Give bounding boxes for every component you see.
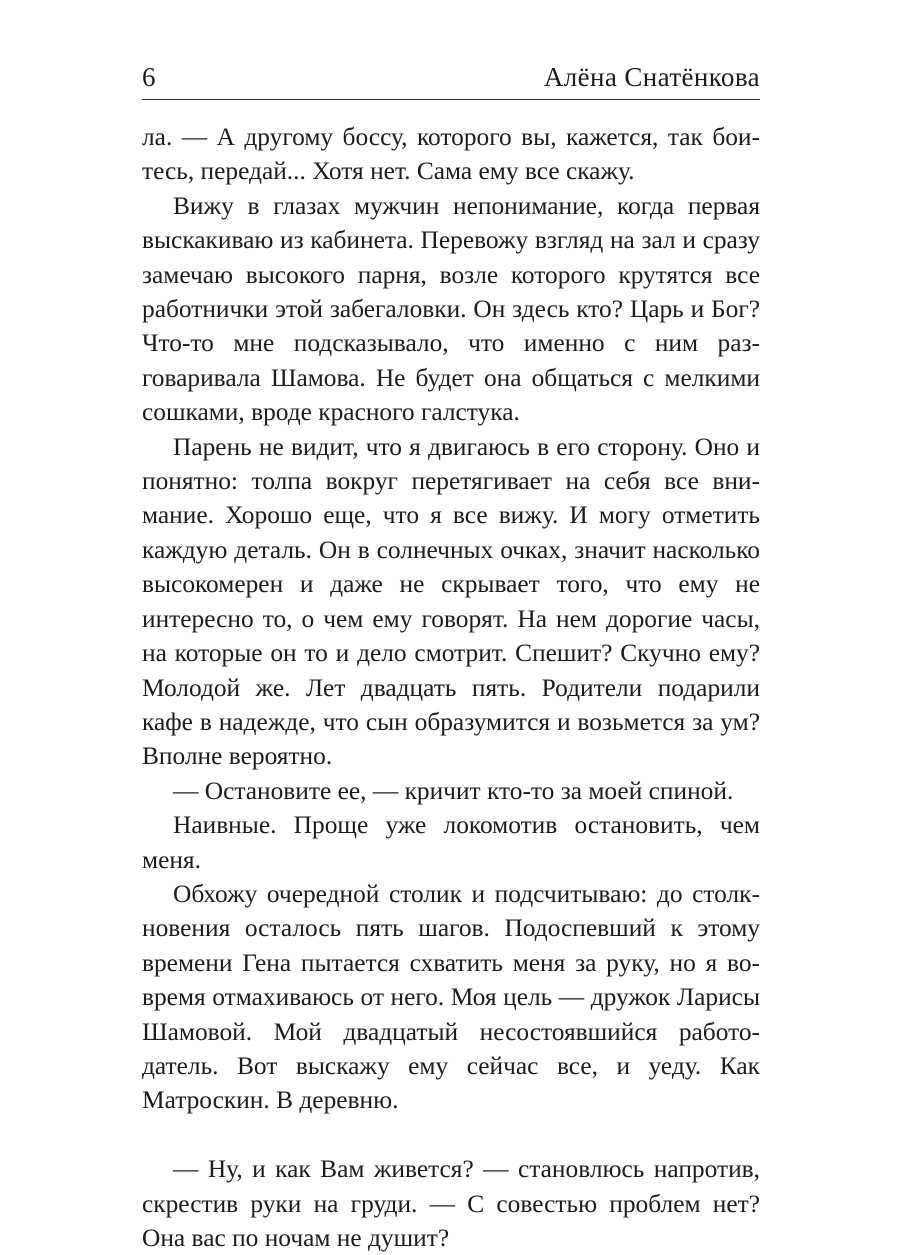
paragraph-2: Вижу в глазах мужчин непонимание, когда первая выскакиваю из кабинета. Перевожу взгляд на зал и сразу замечаю высокого парня, возле которого крутятся все работнички этой забегаловки. Он здесь кто? Царь и Бог? Что-то мне подсказывало, что именно с ним разговаривала Шамова. Не будет она общаться с мелкими сошками, вроде красного галстука. (142, 191, 760, 427)
paragraph-3: Парень не видит, что я двигаюсь в его сторону. Оно и понятно: толпа вокруг перетягивает на себя все внимание. Хорошо еще, что я все вижу. И могу отметить каждую деталь. Он в солнечных очках, значит насколько высокомерен и даже не скрывает того, что ему не интересно то, о чем ему говорят. На нем дорогие часы, на которые он то и дело смотрит. Спешит? Скучно ему? Молодой же. Лет двадцать пять. Родители подарили кафе в надежде, что сын образумится и возьмется за ум? Вполне вероятно. (142, 432, 760, 771)
book-page (142, 62, 760, 1255)
author-name: Алёна Снатёнкова (543, 62, 760, 92)
paragraph-5: Наивные. Проще уже локомотив остановить, чем меня. (142, 811, 760, 874)
text-body (142, 120, 760, 1255)
page-number: 6 (142, 62, 156, 92)
running-header (142, 62, 760, 97)
paragraph-7: — Ну, и как Вам живется? — становлюсь напротив, скрестив руки на груди. — С совестью проблем нет? Она вас по ночам не душит? (142, 1155, 760, 1252)
paragraph-4: — Остановите ее, — кричит кто-то за моей спиной. (173, 776, 734, 805)
header-divider (142, 99, 760, 100)
paragraph-1: ла. — А другому боссу, которого вы, кажется, так боитесь, передай... Хотя нет. Сама ему все скажу. (142, 123, 760, 186)
paragraph-6: Обхожу очередной столик и подсчитываю: до столкновения осталось пять шагов. Подоспевший к этому времени Гена пытается схватить меня за руку, но я вовремя отмахиваюсь от него. Моя цель — дружок Ларисы Шамовой. Мой двадцатый несостоявшийся работодатель. Вот выскажу ему сейчас все, и уеду. Как Матроскин. В деревню. (142, 879, 760, 1115)
